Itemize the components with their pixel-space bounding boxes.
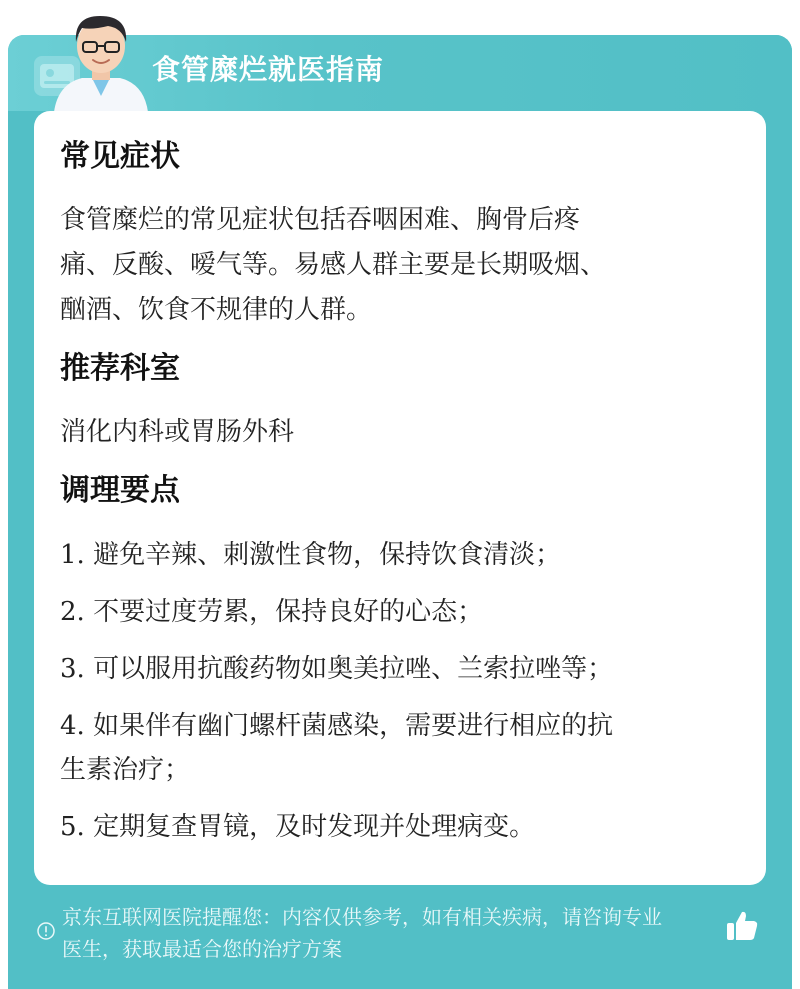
doctor-avatar-icon xyxy=(48,6,154,112)
list-text: 不要过度劳累，保持良好的心态； xyxy=(93,597,484,627)
care-list-item xyxy=(60,648,750,690)
care-list-item xyxy=(60,705,750,747)
list-number: 2. xyxy=(60,597,85,627)
thumbs-up-icon[interactable] xyxy=(724,908,760,944)
content-card xyxy=(34,111,766,885)
symptoms-text-line-3: 酗酒、饮食不规律的人群。 xyxy=(60,295,373,325)
symptoms-text-line-1: 食管糜烂的常见症状包括吞咽困难、胸骨后疼 xyxy=(60,205,581,235)
section-heading-care: 调理要点 xyxy=(60,473,180,508)
section-heading-department: 推荐科室 xyxy=(60,351,180,386)
care-list-item xyxy=(60,591,750,633)
care-list-item-continued: 生素治疗； xyxy=(60,755,191,785)
info-icon xyxy=(36,921,56,941)
department-text: 消化内科或胃肠外科 xyxy=(60,417,295,447)
care-list-item xyxy=(60,534,750,576)
disclaimer-line-2: 医生，获取最适合您的治疗方案 xyxy=(62,937,342,961)
list-text: 定期复查胃镜，及时发现并处理病变。 xyxy=(93,812,536,842)
list-number: 1. xyxy=(60,540,85,570)
list-text: 如果伴有幽门螺杆菌感染，需要进行相应的抗 xyxy=(93,711,614,741)
list-text: 可以服用抗酸药物如奥美拉唑、兰索拉唑等； xyxy=(93,654,614,684)
list-number: 5. xyxy=(60,812,85,842)
list-number: 3. xyxy=(60,654,85,684)
disclaimer-line-1: 京东互联网医院提醒您：内容仅供参考，如有相关疾病，请咨询专业 xyxy=(62,905,662,929)
section-heading-symptoms: 常见症状 xyxy=(60,139,180,174)
symptoms-text-line-2: 痛、反酸、嗳气等。易感人群主要是长期吸烟、 xyxy=(60,250,607,280)
list-text: 避免辛辣、刺激性食物，保持饮食清淡； xyxy=(93,540,562,570)
disclaimer xyxy=(62,901,730,965)
care-list-item xyxy=(60,806,750,848)
page-title: 食管糜烂就医指南 xyxy=(152,53,385,86)
list-number: 4. xyxy=(60,711,85,741)
